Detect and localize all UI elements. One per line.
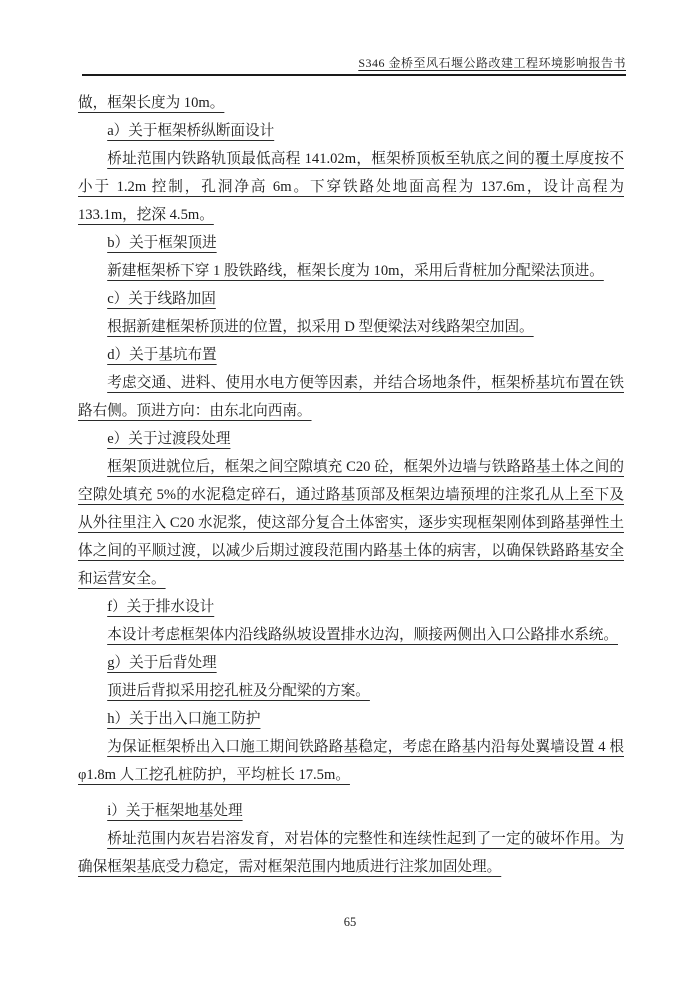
paragraph-e: 框架顶进就位后，框架之间空隙填充 C20 砼，框架外边墙与铁路路基土体之间的空隙处填充 5%的水泥稳定碎石，通过路基顶部及框架边墙预埋的注浆孔从上至下及从外往里注入 C20 水泥浆，使这部分复合土体密实，逐步实现框架刚体到路基弹性土体之间的平顺过渡，以减少后期过渡段范围内路基土体的病害，以确保铁路路基安全和运营安全。 (78, 459, 624, 587)
section-heading-b: b）关于框架顶进 (107, 235, 217, 251)
section-heading-i: i）关于框架地基处理 (107, 803, 243, 819)
section-heading-a: a）关于框架桥纵断面设计 (107, 123, 275, 139)
paragraph-c: 根据新建框架桥顶进的位置，拟采用 D 型便梁法对线路架空加固。 (107, 319, 534, 335)
paragraph-b: 新建框架桥下穿 1 股铁路线，框架长度为 10m，采用后背桩加分配梁法顶进。 (107, 263, 604, 279)
report-header-title: S346 金桥至风石堰公路改建工程环境影响报告书 (358, 56, 626, 70)
section-heading-f: f）关于排水设计 (107, 599, 215, 615)
paragraph-f: 本设计考虑框架体内沿线路纵坡设置排水边沟，顺接两侧出入口公路排水系统。 (107, 627, 618, 643)
paragraph-a: 桥址范围内铁路轨顶最低高程 141.02m，框架桥顶板至轨底之间的覆土厚度按不小于 1.2m 控制，孔洞净高 6m。下穿铁路处地面高程为 137.6m，设计高程为 133.1m，挖深 4.5m。 (78, 151, 624, 223)
paragraph-h: 为保证框架桥出入口施工期间铁路路基稳定，考虑在路基内沿每处翼墙设置 4 根 φ1.8m 人工挖孔桩防护，平均桩长 17.5m。 (78, 739, 624, 783)
paragraph-g: 顶进后背拟采用挖孔桩及分配梁的方案。 (107, 683, 370, 699)
section-heading-g: g）关于后背处理 (107, 655, 217, 671)
section-heading-c: c）关于线路加固 (107, 291, 216, 307)
report-header (82, 55, 626, 76)
paragraph-d: 考虑交通、进料、使用水电方便等因素，并结合场地条件，框架桥基坑布置在铁路右侧。顶进方向：由东北向西南。 (78, 375, 624, 419)
section-heading-h: h）关于出入口施工防护 (107, 711, 261, 727)
document-body (78, 89, 624, 881)
paragraph-i: 桥址范围内灰岩岩溶发育，对岩体的完整性和连续性起到了一定的破坏作用。为确保框架基底受力稳定，需对框架范围内地质进行注浆加固处理。 (78, 831, 624, 875)
section-heading-d: d）关于基坑布置 (107, 347, 217, 363)
paragraph-continuation: 做，框架长度为 10m。 (78, 95, 225, 111)
page-number: 65 (343, 915, 357, 929)
section-heading-e: e）关于过渡段处理 (107, 431, 231, 447)
